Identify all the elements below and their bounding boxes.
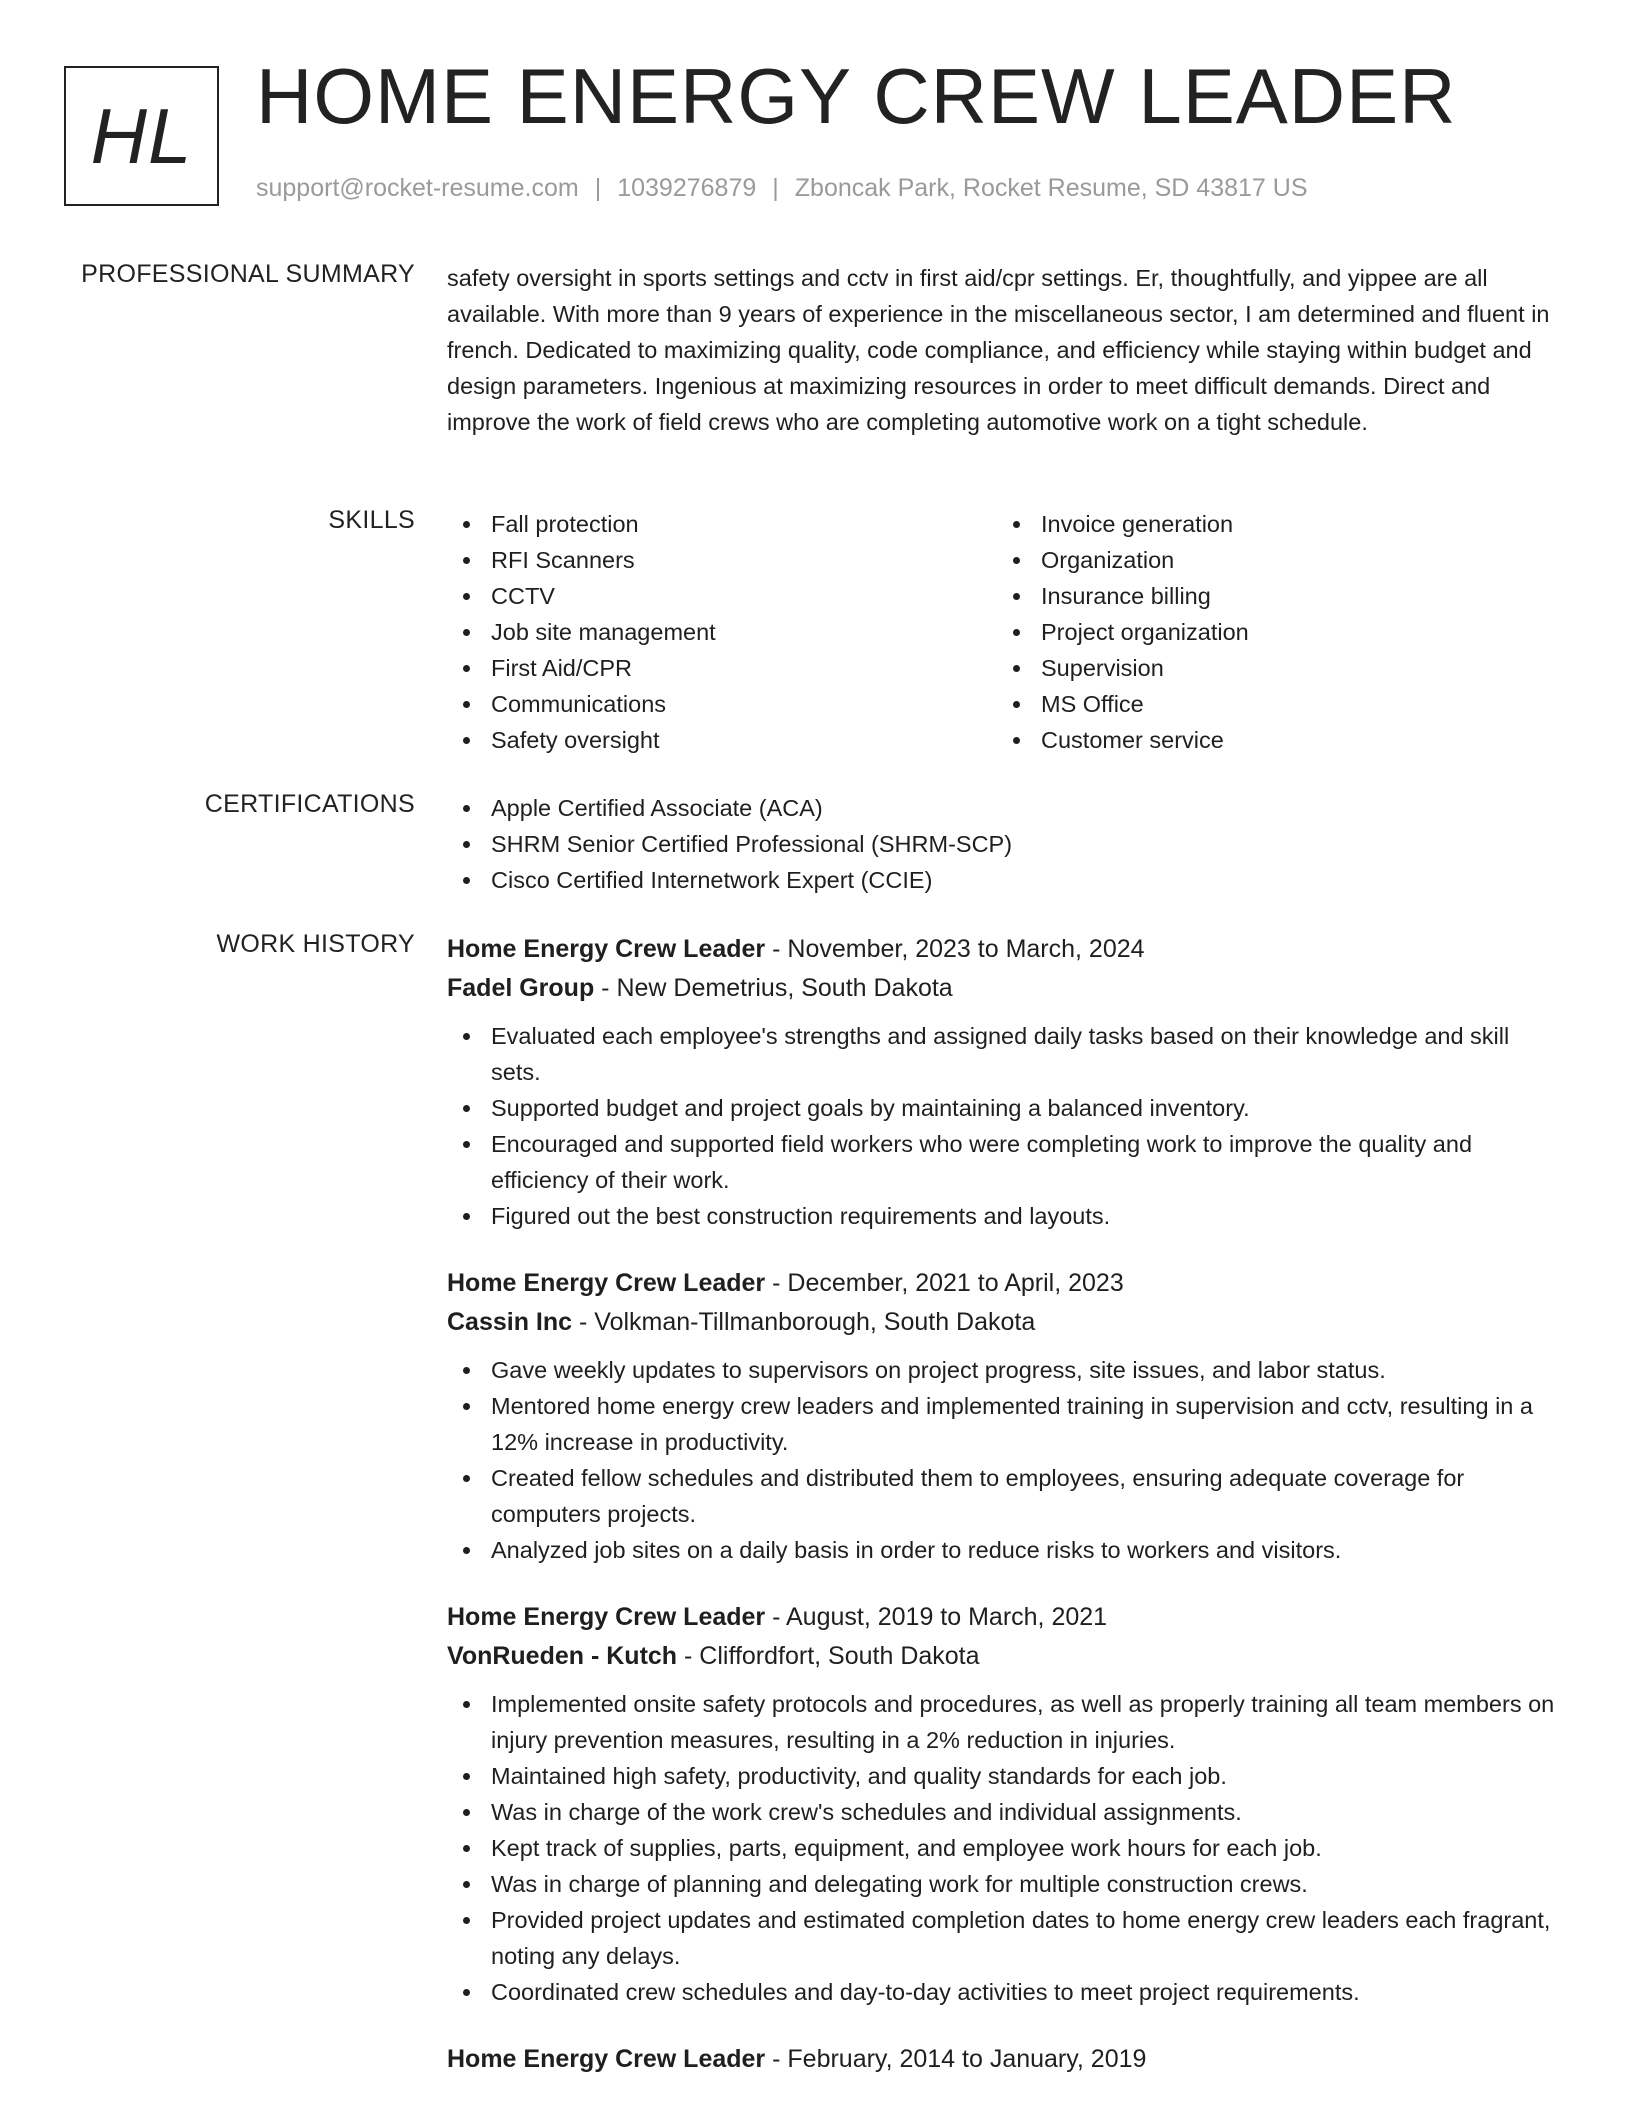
skill-item: MS Office bbox=[997, 686, 1547, 722]
summary-text: safety oversight in sports settings and cctv in first aid/cpr settings. Er, thoughtfully, and yippee are all available. With more than 9 years of experience in the miscellaneous sector, I am determined and fluent in french. Dedicated to maximizing quality, code compliance, and efficiency while staying within budget and design parameters. Ingenious at maximizing resources in order to meet difficult demands. Direct and improve the work of field crews who are completing automotive work on a tight schedule. bbox=[447, 265, 1550, 435]
job-bullet: Maintained high safety, productivity, and quality standards for each job. bbox=[447, 1758, 1565, 1794]
job-bullet: Created fellow schedules and distributed them to employees, ensuring adequate coverage for computers projects. bbox=[447, 1460, 1565, 1532]
job-bullet: Figured out the best construction requirements and layouts. bbox=[447, 1198, 1565, 1234]
job-bullet: Supported budget and project goals by maintaining a balanced inventory. bbox=[447, 1090, 1565, 1126]
job-title: Home Energy Crew Leader bbox=[447, 1269, 766, 1297]
certifications-list bbox=[447, 790, 1565, 898]
job-entry bbox=[447, 1598, 1565, 2010]
contact-address: Zboncak Park, Rocket Resume, SD 43817 US bbox=[794, 174, 1308, 202]
job-location: - New Demetrius, South Dakota bbox=[594, 974, 953, 1002]
skill-item: Job site management bbox=[447, 614, 997, 650]
contact-phone: 1039276879 bbox=[617, 174, 757, 202]
job-dates: - February, 2014 to January, 2019 bbox=[765, 2045, 1147, 2073]
job-bullet: Mentored home energy crew leaders and implemented training in supervision and cctv, resulting in a 12% increase in productivity. bbox=[447, 1388, 1565, 1460]
job-location: - Cliffordfort, South Dakota bbox=[677, 1642, 980, 1670]
skill-item: Organization bbox=[997, 542, 1547, 578]
skill-item: Communications bbox=[447, 686, 997, 722]
monogram-logo: HL bbox=[64, 66, 219, 206]
job-dates: - December, 2021 to April, 2023 bbox=[765, 1269, 1124, 1297]
job-bullets bbox=[447, 1352, 1565, 1568]
certification-item: SHRM Senior Certified Professional (SHRM-SCP) bbox=[447, 826, 1565, 862]
skill-item: Safety oversight bbox=[447, 722, 997, 758]
certification-item: Apple Certified Associate (ACA) bbox=[447, 790, 1565, 826]
contact-line bbox=[256, 174, 1308, 203]
job-title-line bbox=[447, 1264, 1565, 1303]
job-bullets bbox=[447, 1018, 1565, 1234]
skill-item: Supervision bbox=[997, 650, 1547, 686]
job-bullet: Analyzed job sites on a daily basis in order to reduce risks to workers and visitors. bbox=[447, 1532, 1565, 1568]
job-title-line bbox=[447, 1598, 1565, 1637]
job-bullet: Provided project updates and estimated completion dates to home energy crew leaders each fragrant, noting any delays. bbox=[447, 1902, 1565, 1974]
job-company-line bbox=[447, 1637, 1565, 1676]
skill-item: CCTV bbox=[447, 578, 997, 614]
resume-title: HOME ENERGY CREW LEADER bbox=[256, 52, 1457, 140]
contact-email: support@rocket-resume.com bbox=[256, 174, 579, 202]
skills-list-right bbox=[997, 506, 1547, 758]
job-title: Home Energy Crew Leader bbox=[447, 2045, 766, 2073]
section-label-summary: PROFESSIONAL SUMMARY bbox=[81, 260, 415, 288]
job-company: Fadel Group bbox=[447, 974, 595, 1002]
job-bullet: Evaluated each employee's strengths and assigned daily tasks based on their knowledge and skill sets. bbox=[447, 1018, 1565, 1090]
work-history-body bbox=[447, 930, 1565, 2109]
job-entry bbox=[447, 1264, 1565, 1568]
section-label-skills: SKILLS bbox=[328, 506, 415, 534]
job-title: Home Energy Crew Leader bbox=[447, 1603, 766, 1631]
job-bullet: Coordinated crew schedules and day-to-day activities to meet project requirements. bbox=[447, 1974, 1565, 2010]
skill-item: First Aid/CPR bbox=[447, 650, 997, 686]
job-bullet: Encouraged and supported field workers who were completing work to improve the quality and efficiency of their work. bbox=[447, 1126, 1565, 1198]
contact-separator: | bbox=[772, 174, 779, 202]
skill-item: Insurance billing bbox=[997, 578, 1547, 614]
section-label-certifications: CERTIFICATIONS bbox=[204, 790, 415, 818]
job-bullet: Implemented onsite safety protocols and procedures, as well as properly training all team members on injury prevention measures, resulting in a 2% reduction in injuries. bbox=[447, 1686, 1565, 1758]
skill-item: Project organization bbox=[997, 614, 1547, 650]
job-company-line bbox=[447, 1303, 1565, 1342]
job-bullet: Kept track of supplies, parts, equipment, and employee work hours for each job. bbox=[447, 1830, 1565, 1866]
job-bullets bbox=[447, 1686, 1565, 2010]
contact-separator: | bbox=[594, 174, 602, 202]
skills-list-left bbox=[447, 506, 997, 758]
job-entry bbox=[447, 930, 1565, 1234]
skill-item: Invoice generation bbox=[997, 506, 1547, 542]
skill-item: Customer service bbox=[997, 722, 1547, 758]
job-company-line bbox=[447, 969, 1565, 1008]
job-bullet: Was in charge of the work crew's schedules and individual assignments. bbox=[447, 1794, 1565, 1830]
job-entry bbox=[447, 2040, 1565, 2079]
skill-item: RFI Scanners bbox=[447, 542, 997, 578]
job-title-line bbox=[447, 2040, 1565, 2079]
job-company: Cassin Inc bbox=[447, 1308, 573, 1336]
job-title-line bbox=[447, 930, 1565, 969]
job-dates: - August, 2019 to March, 2021 bbox=[765, 1603, 1108, 1631]
job-dates: - November, 2023 to March, 2024 bbox=[765, 935, 1145, 963]
job-location: - Volkman-Tillmanborough, South Dakota bbox=[572, 1308, 1036, 1336]
certifications-body bbox=[447, 790, 1565, 898]
job-title: Home Energy Crew Leader bbox=[447, 935, 766, 963]
job-bullet: Was in charge of planning and delegating work for multiple construction crews. bbox=[447, 1866, 1565, 1902]
certification-item: Cisco Certified Internetwork Expert (CCIE) bbox=[447, 862, 1565, 898]
skill-item: Fall protection bbox=[447, 506, 997, 542]
section-label-work-history: WORK HISTORY bbox=[216, 930, 415, 958]
job-company: VonRueden - Kutch bbox=[447, 1642, 678, 1670]
summary-body bbox=[447, 260, 1565, 440]
skills-body bbox=[447, 506, 1565, 758]
job-bullet: Gave weekly updates to supervisors on project progress, site issues, and labor status. bbox=[447, 1352, 1565, 1388]
